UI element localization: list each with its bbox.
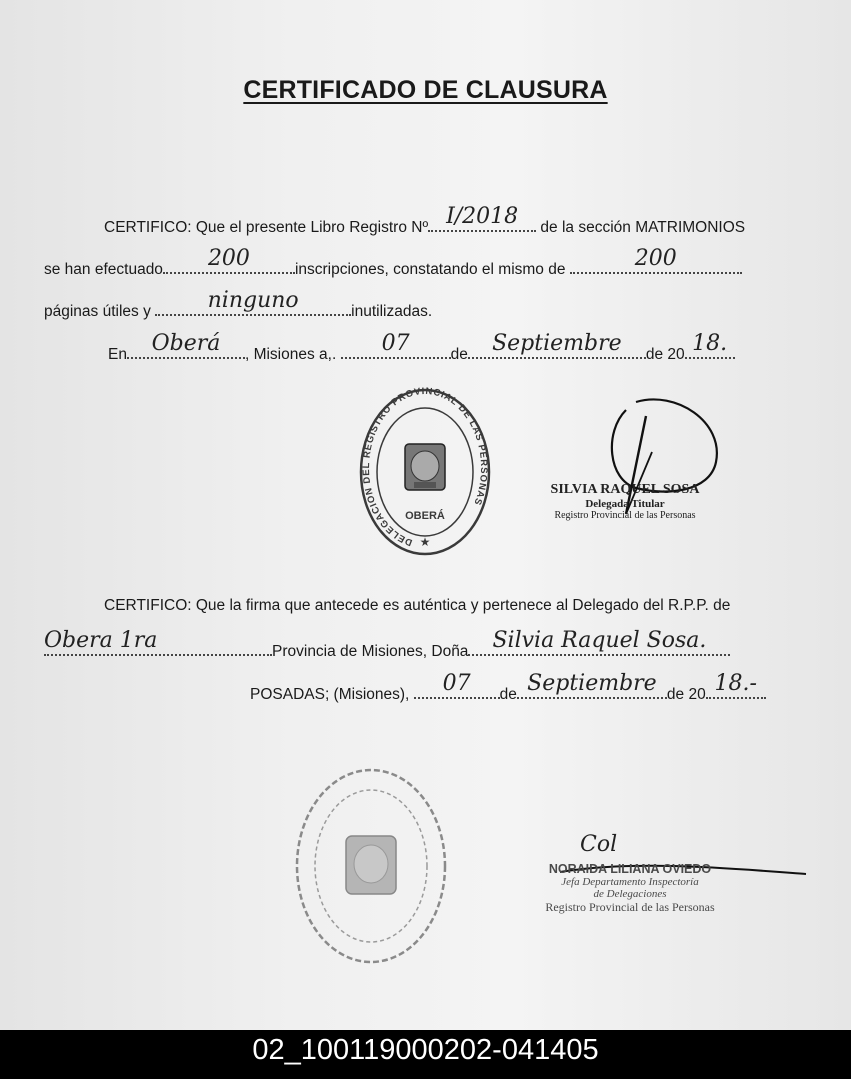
place-field xyxy=(127,331,245,359)
day-handwriting: 07 xyxy=(381,331,410,356)
registro-civil-stamp xyxy=(292,764,450,968)
dona-field xyxy=(468,628,730,656)
cert1-text-misiones: , Misiones a,. xyxy=(244,346,337,363)
cert2-month-handwriting: Septiembre xyxy=(527,671,657,696)
cert2-day-field xyxy=(414,671,500,699)
oficina-field xyxy=(44,628,272,656)
inutilizadas-field xyxy=(155,288,351,316)
paginas-field xyxy=(570,246,742,274)
signature1-name: SILVIA RAQUEL SOSA xyxy=(550,482,700,497)
star-icon: ★ xyxy=(419,535,431,549)
cert1-text-registro: CERTIFICO: Que el presente Libro Registro Nº xyxy=(104,219,429,236)
inscripciones-field xyxy=(163,246,295,274)
delegacion-stamp xyxy=(358,386,492,558)
cert2-line3 xyxy=(250,671,766,704)
signature2-role1: Jefa Departamento Inspectoría xyxy=(561,876,699,888)
signature1-role: Delegada Titular xyxy=(585,498,665,510)
cert1-text-inscripciones: inscripciones, constatando el mismo de xyxy=(294,261,566,278)
cert1-text-efectuado: se han efectuado xyxy=(44,261,163,278)
cert1-line3 xyxy=(44,288,433,321)
cert2-year-handwriting: 18.- xyxy=(714,671,757,696)
paginas-handwriting: 200 xyxy=(634,246,677,271)
inutilizadas-handwriting: ninguno xyxy=(207,288,299,313)
signature1-org: Registro Provincial de las Personas xyxy=(554,510,696,521)
signature2-initials: Col xyxy=(580,832,618,857)
cert1-text-de: de xyxy=(450,346,468,363)
cert2-text-de: de xyxy=(499,686,517,703)
cert1-text-en: En xyxy=(108,346,127,363)
libro-number-handwriting: I/2018 xyxy=(446,204,519,229)
year-field xyxy=(685,331,735,359)
stamp1-ring-text: DELEGACION DEL REGISTRO PROVINCIAL DE LAS PERSONAS xyxy=(360,386,490,548)
cert2-line1: CERTIFICO: Que la firma que antecede es auténtica y pertenece al Delegado del R.P.P. de xyxy=(104,597,731,614)
cert2-text-year: de 20 xyxy=(666,686,706,703)
signature2-org: Registro Provincial de las Personas xyxy=(545,900,715,914)
signature2-block xyxy=(540,862,720,915)
cert1-line2 xyxy=(44,246,742,279)
cert2-day-handwriting: 07 xyxy=(442,671,471,696)
coat-of-arms-icon xyxy=(405,444,445,490)
cert2-month-field xyxy=(517,671,667,699)
cert1-text-seccion: de la sección MATRIMONIOS xyxy=(540,219,746,236)
cert1-text-year: de 20 xyxy=(645,346,685,363)
cert2-text-provincia: Provincia de Misiones, Doña xyxy=(272,643,469,660)
cert1-line4 xyxy=(108,331,735,364)
document-title: CERTIFICADO DE CLAUSURA xyxy=(243,76,608,104)
oficina-handwriting: Obera 1ra xyxy=(44,628,158,653)
dona-handwriting: Silvia Raquel Sosa. xyxy=(492,628,707,653)
cert2-line2 xyxy=(44,628,730,661)
inscripciones-handwriting: 200 xyxy=(207,246,250,271)
signature2-role2: de Delegaciones xyxy=(593,888,667,900)
libro-number-field xyxy=(428,204,536,232)
year-handwriting: 18. xyxy=(692,331,728,356)
signature2-name: NORAIDA LILIANA OVIEDO xyxy=(548,862,712,876)
place-handwriting: Oberá xyxy=(151,331,221,356)
cert1-text-paginas: páginas útiles y xyxy=(44,303,151,320)
signature1-block xyxy=(530,482,720,521)
document-code: 02_100119000202-041405 xyxy=(252,1034,599,1066)
month-field xyxy=(468,331,646,359)
stamp1-city: OBERÁ xyxy=(405,510,445,522)
day-field xyxy=(341,331,451,359)
cert2-text-posadas: POSADAS; (Misiones), xyxy=(250,686,410,703)
month-handwriting: Septiembre xyxy=(492,331,622,356)
cert2-year-field xyxy=(706,671,766,699)
document-code-bar xyxy=(0,1030,851,1079)
cert1-text-inutilizadas: inutilizadas. xyxy=(351,303,433,320)
faded-emblem-icon xyxy=(346,836,396,894)
cert1-line1 xyxy=(104,204,746,237)
